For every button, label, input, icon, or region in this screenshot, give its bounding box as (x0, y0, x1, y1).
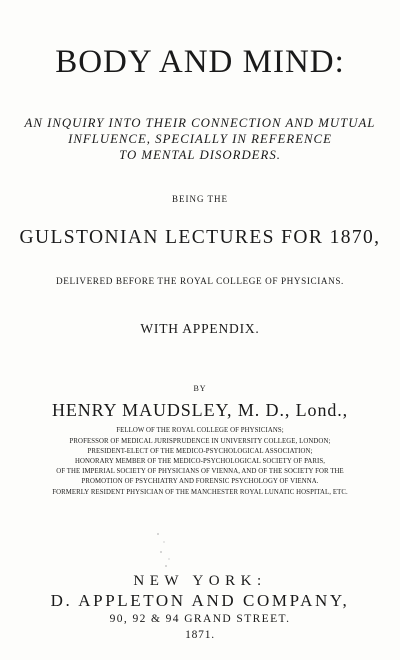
imprint-publisher: D. APPLETON AND COMPANY, (50, 591, 350, 610)
imprint-year: 1871. (185, 629, 215, 641)
lectures-heading: GULSTONIAN LECTURES FOR 1870, (19, 227, 381, 248)
being-the-label: BEING THE (171, 194, 229, 204)
by-label: BY (193, 384, 207, 393)
appendix-line: WITH APPENDIX. (140, 321, 260, 336)
subtitle-line-2: INFLUENCE, SPECIALLY IN REFERENCE (68, 132, 332, 146)
subtitle-line-3: TO MENTAL DISORDERS. (119, 148, 281, 162)
credential-line-2: PROFESSOR OF MEDICAL JURISPRUDENCE IN UNIVERSITY COLLEGE, LONDON; (69, 438, 331, 445)
delivered-line: DELIVERED BEFORE THE ROYAL COLLEGE OF PHYSICIANS. (56, 276, 344, 286)
book-title: BODY AND MIND: (55, 44, 345, 80)
credential-line-7: FORMERLY RESIDENT PHYSICIAN OF THE MANCHESTER ROYAL LUNATIC HOSPITAL, ETC. (52, 489, 348, 496)
imprint-address: 90, 92 & 94 GRAND STREET. (109, 613, 291, 625)
imprint-city: NEW YORK: (133, 573, 267, 589)
credential-line-5: OF THE IMPERIAL SOCIETY OF PHYSICIANS OF VIENNA, AND OF THE SOCIETY FOR THE (56, 468, 344, 475)
subtitle-line-1: AN INQUIRY INTO THEIR CONNECTION AND MUTUAL (24, 116, 376, 130)
credential-line-4: HONORARY MEMBER OF THE MEDICO-PSYCHOLOGICAL SOCIETY OF PARIS, (74, 458, 326, 465)
paper-specks (150, 530, 180, 570)
credential-line-3: PRESIDENT-ELECT OF THE MEDICO-PSYCHOLOGICAL ASSOCIATION; (87, 448, 313, 455)
credential-line-6: PROMOTION OF PSYCHIATRY AND FORENSIC PSYCHOLOGY OF VIENNA. (81, 478, 319, 485)
author-name: HENRY MAUDSLEY, M. D., Lond., (51, 400, 349, 420)
credential-line-1: FELLOW OF THE ROYAL COLLEGE OF PHYSICIANS; (116, 427, 284, 434)
